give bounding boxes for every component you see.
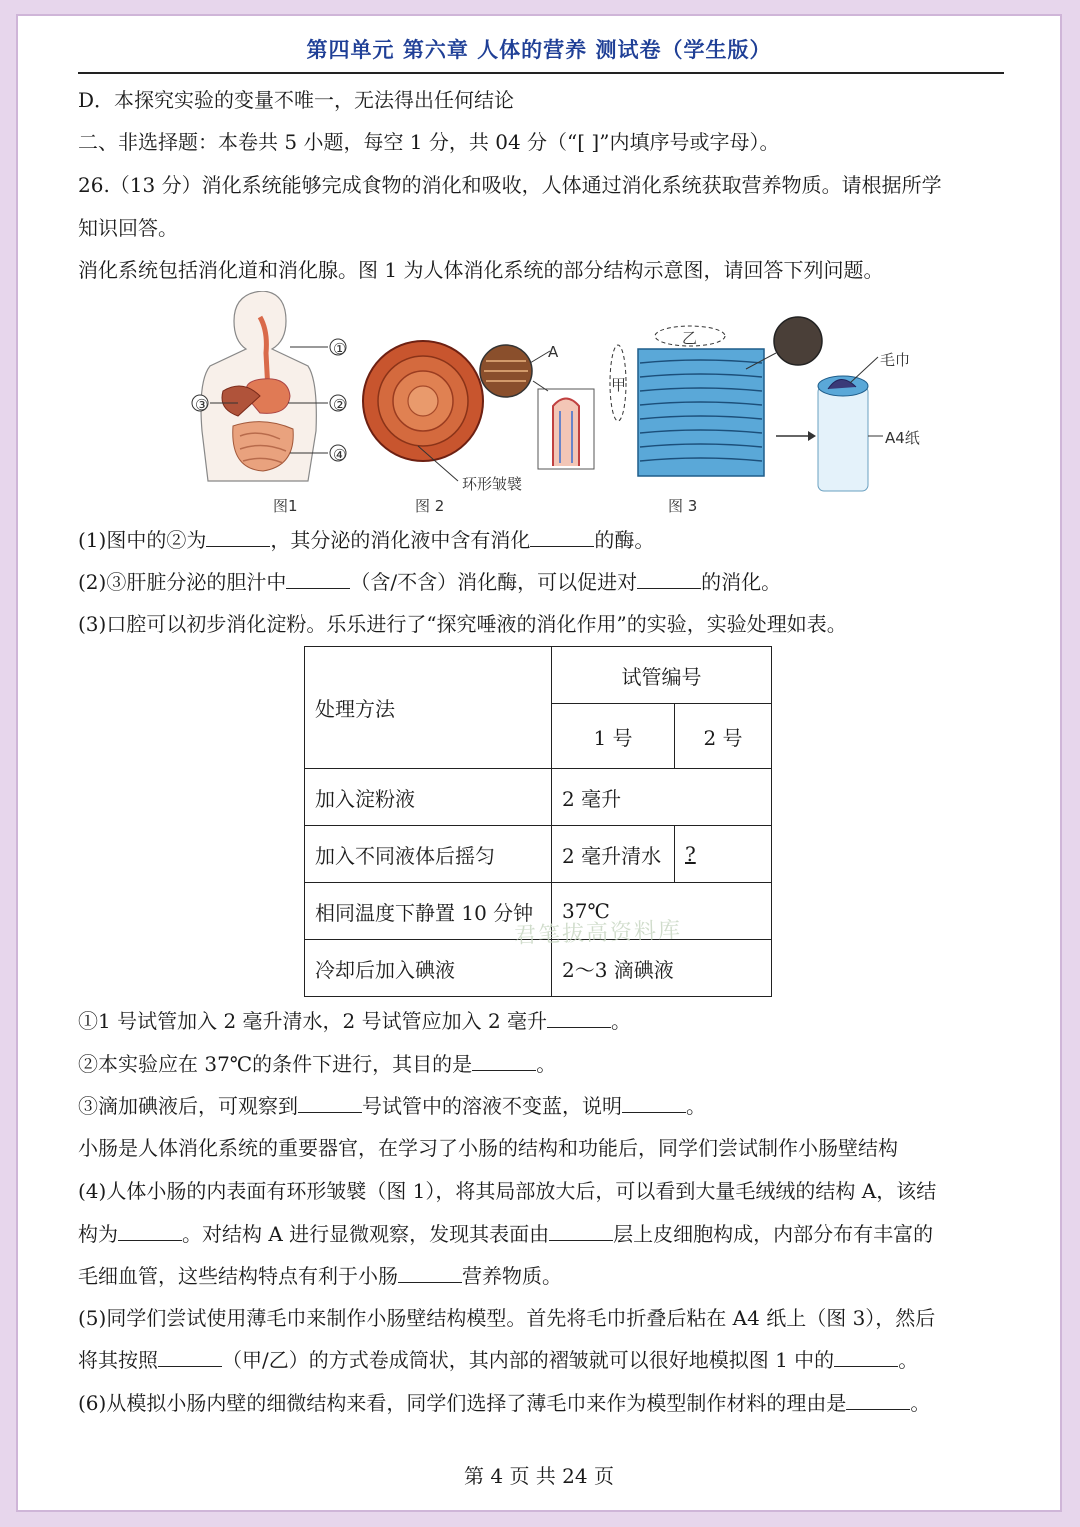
table-header-method: 处理方法 — [305, 647, 552, 769]
label-3: ③ — [195, 396, 209, 414]
caption-fig3: 图 3 — [668, 497, 698, 515]
q1-text-b: ，其分泌的消化液中含有消化 — [270, 528, 531, 552]
label-yi: 乙 — [682, 329, 698, 347]
q2-text-c: 的消化。 — [701, 570, 782, 594]
question-5-cont — [78, 1346, 918, 1374]
s3-text-c: 。 — [686, 1094, 706, 1118]
table-cell: 2～3 滴碘液 — [552, 940, 772, 997]
question-4-intro: 小肠是人体消化系统的重要器官，在学习了小肠的结构和功能后，同学们尝试制作小肠壁结构 — [78, 1136, 898, 1160]
s1-text-b: 。 — [611, 1009, 632, 1033]
answer-blank[interactable] — [286, 570, 350, 589]
q2-text-a: (2)③肝脏分泌的胆汁中 — [78, 570, 287, 594]
answer-blank[interactable] — [622, 1094, 686, 1113]
question-2 — [78, 568, 781, 596]
question-5: (5)同学们尝试使用薄毛巾来制作小肠壁结构模型。首先将毛巾折叠后粘在 A4 纸上（图 3），然后 — [78, 1306, 936, 1330]
q4-text-b2: 。对结构 A 进行显微观察，发现其表面由 — [182, 1222, 550, 1246]
s3-text-b: 号试管中的溶液不变蓝，说明 — [362, 1094, 622, 1118]
table-cell: 加入淀粉液 — [305, 769, 552, 826]
q6-text-b: 。 — [910, 1391, 931, 1415]
label-2: ② — [333, 396, 347, 414]
answer-blank[interactable] — [398, 1264, 462, 1283]
q2-text-b: （含/不含）消化酶，可以促进对 — [350, 570, 638, 594]
option-d: D．本探究实验的变量不唯一，无法得出任何结论 — [78, 88, 515, 112]
label-4: ④ — [333, 446, 347, 464]
caption-fig2: 图 2 — [415, 497, 445, 515]
label-1: ① — [333, 340, 347, 358]
table-cell: 相同温度下静置 10 分钟 — [305, 883, 552, 940]
s2-text-b: 。 — [536, 1052, 557, 1076]
label-ring-folds: 环形皱襞 — [462, 475, 523, 493]
question-1 — [78, 526, 654, 554]
q4-text-b1: 构为 — [78, 1222, 118, 1246]
label-a: A — [548, 343, 559, 361]
answer-blank[interactable] — [472, 1052, 536, 1071]
table-cell: 加入不同液体后摇匀 — [305, 826, 552, 883]
q5-text-b3: 。 — [898, 1348, 919, 1372]
answer-blank[interactable] — [118, 1222, 182, 1241]
q6-text-a: (6)从模拟小肠内壁的细微结构来看，同学们选择了薄毛巾来作为模型制作材料的理由是 — [78, 1391, 847, 1415]
q4-text-c1: 毛细血管，这些结构特点有利于小肠 — [78, 1264, 398, 1288]
header-divider — [78, 72, 1004, 74]
question-4-cont — [78, 1220, 933, 1248]
q1-text-c: 的酶。 — [594, 528, 655, 552]
sub-question-3 — [78, 1092, 706, 1120]
question-26-intro: 26.（13 分）消化系统能够完成食物的消化和吸收，人体通过消化系统获取营养物质。请根据所学 — [78, 173, 942, 197]
answer-blank[interactable] — [206, 528, 270, 547]
sub-question-1 — [78, 1007, 631, 1035]
watermark: 君笔拔高资料库 — [513, 918, 683, 949]
q5-text-b2: （甲/乙）的方式卷成筒状，其内部的褶皱就可以很好地模拟图 1 中的 — [222, 1348, 835, 1372]
caption-fig1: 图1 — [273, 497, 298, 515]
q1-text-a: (1)图中的②为 — [78, 528, 207, 552]
table-cell: 2 毫升清水 — [552, 826, 675, 883]
answer-blank[interactable] — [549, 1222, 613, 1241]
table-cell: 冷却后加入碘液 — [305, 940, 552, 997]
answer-blank[interactable] — [846, 1391, 910, 1410]
s3-text-a: ③滴加碘液后，可观察到 — [78, 1094, 298, 1118]
answer-blank[interactable] — [530, 528, 594, 547]
q5-text-b1: 将其按照 — [78, 1348, 158, 1372]
answer-blank[interactable] — [158, 1348, 222, 1367]
towel-sheet-icon — [638, 349, 764, 476]
figure-intro: 消化系统包括消化道和消化腺。图 1 为人体消化系统的部分结构示意图，请回答下列问题。 — [78, 258, 884, 282]
label-towel: 毛巾 — [880, 351, 911, 369]
question-4-cont2 — [78, 1262, 562, 1290]
s1-text-a: ①1 号试管加入 2 毫升清水，2 号试管应加入 2 毫升 — [78, 1009, 548, 1033]
tube-roll-icon — [818, 386, 868, 491]
table-header-tube-1: 1 号 — [552, 704, 675, 769]
section-heading: 二、非选择题：本卷共 5 小题，每空 1 分，共 04 分（“[ ]”内填序号或字母）。 — [78, 130, 780, 154]
table-cell: 37℃ — [552, 883, 772, 940]
question-6 — [78, 1389, 930, 1417]
answer-blank[interactable] — [637, 570, 701, 589]
table-cell: 2 毫升 — [552, 769, 772, 826]
towel-zoom-icon — [774, 317, 822, 365]
s2-text-a: ②本实验应在 37℃的条件下进行，其目的是 — [78, 1052, 473, 1076]
label-jia: 甲 — [611, 376, 627, 394]
worksheet-page — [16, 14, 1062, 1512]
q4-text-b3: 层上皮细胞构成，内部分布有丰富的 — [613, 1222, 934, 1246]
sub-question-2 — [78, 1050, 556, 1078]
table-header-tube-2: 2 号 — [675, 704, 772, 769]
digestive-figure — [168, 291, 928, 516]
answer-blank[interactable] — [298, 1094, 362, 1113]
question-26-intro-cont: 知识回答。 — [78, 216, 178, 240]
table-cell-unknown: ? — [675, 826, 772, 883]
label-a4-paper: A4纸 — [885, 429, 920, 447]
table-header-tube: 试管编号 — [552, 647, 772, 704]
page-title: 第四单元 第六章 人体的营养 测试卷（学生版） — [306, 37, 772, 62]
question-4: (4)人体小肠的内表面有环形皱襞（图 1），将其局部放大后，可以看到大量毛绒绒的结构 A，该结 — [78, 1179, 937, 1203]
page-footer: 第 4 页 共 24 页 — [464, 1464, 614, 1488]
answer-blank[interactable] — [547, 1009, 611, 1028]
figure-drawing — [168, 291, 928, 516]
answer-blank[interactable] — [834, 1348, 898, 1367]
question-3: (3)口腔可以初步消化淀粉。乐乐进行了“探究唾液的消化作用”的实验，实验处理如表。 — [78, 612, 847, 636]
q4-text-c2: 营养物质。 — [462, 1264, 562, 1288]
